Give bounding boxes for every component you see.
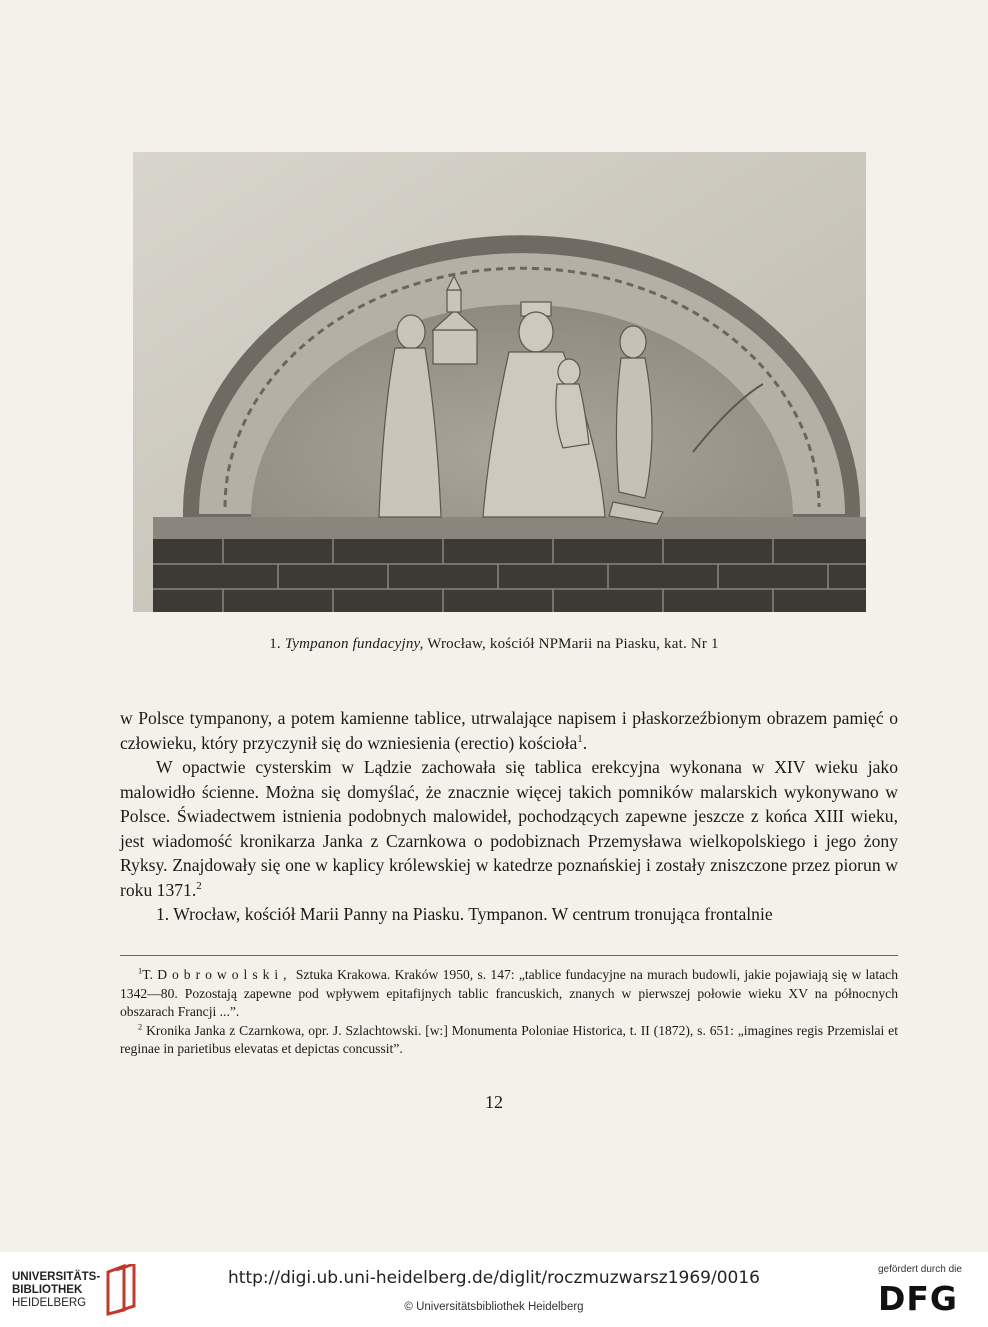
- figure-number: 1.: [269, 636, 281, 652]
- library-name-line-1: UNIVERSITÄTS-: [12, 1271, 101, 1283]
- library-name-line-2: BIBLIOTHEK: [12, 1284, 83, 1296]
- copyright-notice: © Universitätsbibliothek Heidelberg: [404, 1301, 584, 1313]
- library-footer: [0, 1252, 988, 1327]
- library-name-line-3: HEIDELBERG: [12, 1297, 87, 1309]
- footnote-divider: [120, 955, 898, 956]
- paragraph-1-text: w Polsce tympanony, a potem kamienne tablice, utrwalające napisem i płaskorzeźbionym obrazem pamięć o człowieku, który przyczynił się do wzniesienia (erectio) kościoła: [120, 708, 898, 753]
- paragraph-1: [120, 706, 898, 755]
- paragraph-3: 1. Wrocław, kościół Marii Panny na Piasku. Tympanon. W centrum tronująca frontalnie: [156, 904, 773, 924]
- page-number: 12: [485, 1092, 503, 1112]
- footnote-2: [120, 1022, 898, 1059]
- body-text: [120, 706, 898, 927]
- footnote-ref-1[interactable]: 1: [577, 732, 583, 745]
- figure-caption: [0, 636, 988, 653]
- footnote-2-mark: 2: [138, 1020, 143, 1031]
- footnote-2-text: Kronika Janka z Czarnkowa, opr. J. Szlachtowski. [w:] Monumenta Poloniae Historica, t. II (1872), s. 651: „imagines regis Przemislai et reginae in parietibus elevatas et depictas concussit”.: [120, 1022, 898, 1056]
- permalink-url[interactable]: http://digi.ub.uni-heidelberg.de/diglit/roczmuzwarsz1969/0016: [228, 1268, 760, 1288]
- dfg-logo-icon[interactable]: DFG: [878, 1279, 959, 1318]
- figure-title: Tympanon fundacyjny,: [284, 636, 424, 652]
- footnote-1-mark: 1: [138, 965, 143, 976]
- paragraph-1-end: .: [582, 732, 588, 753]
- paragraph-2: [120, 755, 898, 902]
- footnote-1-lead: T.: [142, 967, 153, 982]
- footnotes: [120, 966, 898, 1059]
- footnote-1-author: Dobrowolski,: [157, 967, 292, 982]
- footnote-1: [120, 966, 898, 1022]
- funded-by-label: gefördert durch die: [878, 1264, 962, 1275]
- tympanum-photograph: [133, 152, 866, 612]
- footnote-1-text: Sztuka Krakowa. Kraków 1950, s. 147: „tablice fundacyjne na murach budowli, jakie pojawiają się w latach 1342—80. Pozostają zapewne pod wpływem epitafijnych tablic francuskich, znanych w pierwszej połowie wieku XV na północnych obszarach Francji ...”.: [120, 967, 898, 1019]
- figure-location: Wrocław, kościół NPMarii na Piasku, kat. Nr 1: [427, 636, 719, 652]
- footnote-ref-2[interactable]: 2: [196, 879, 202, 892]
- paragraph-2-text: W opactwie cysterskim w Lądzie zachowała się tablica erekcyjna wykonana w XIV wieku jako malowidło ścienne. Można się domyślać, że znacznie więcej takich pomników malarskich wykonywano w Polsce. Świadectwem istnienia podobnych malowideł, pochodzących zapewne jeszcze z końca XIII wieku, jest wiadomość kronikarza Janka z Czarnkowa o podobiznach Przemysława wielkopolskiego i jego żony Ryksy. Znajdowały się one w kaplicy królewskiej w katedrze poznańskiej i zostały zniszczone przez piorun w roku 1371.: [120, 757, 898, 900]
